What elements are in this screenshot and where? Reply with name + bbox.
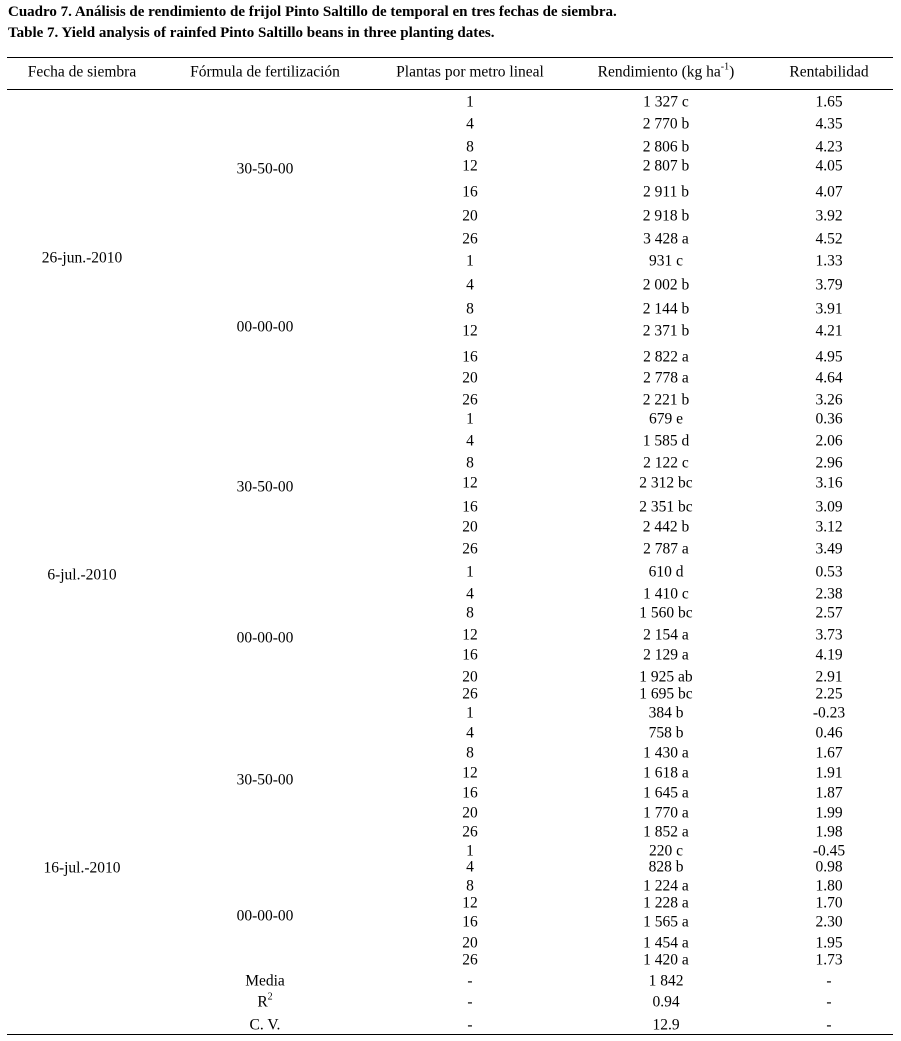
yield-cell: 1 228 a [643,894,689,912]
profitability-cell: 4.07 [815,183,843,201]
yield-cell: 2 154 a [643,626,689,644]
plants-per-meter-cell: 16 [462,183,478,201]
profitability-cell: 1.80 [815,877,843,895]
header-plants: Plantas por metro lineal [396,63,544,81]
profitability-cell: 2.06 [815,432,843,450]
plants-per-meter-cell: 4 [466,276,474,294]
plants-per-meter-cell: 26 [462,685,478,703]
planting-date-label: 6-jul.-2010 [47,566,117,584]
yield-cell: 828 b [648,858,684,876]
planting-date-label: 16-jul.-2010 [43,859,121,877]
profitability-cell: 1.99 [815,804,843,822]
yield-cell: 610 d [648,563,684,581]
profitability-cell: 0.53 [815,563,843,581]
profitability-cell: -0.45 [812,842,846,860]
yield-cell: 1 454 a [643,934,689,952]
header-yield [597,61,735,81]
yield-cell: 2 221 b [642,391,690,409]
plants-per-meter-cell: 1 [466,563,474,581]
fertilizer-formula-label: 00-00-00 [236,318,294,336]
plants-per-meter-cell: 1 [466,704,474,722]
yield-cell: 1 618 a [643,764,689,782]
plants-per-meter-cell: 1 [466,252,474,270]
yield-cell: 2 807 b [642,157,690,175]
yield-cell: 2 312 bc [639,474,693,492]
profitability-cell: 4.21 [815,322,843,340]
plants-per-meter-cell: 26 [462,951,478,969]
profitability-cell: 1.87 [815,784,843,802]
summary-label-superscript: 2 [267,991,273,1003]
yield-cell: 931 c [648,252,684,270]
fertilizer-formula-label: 30-50-00 [236,160,294,178]
profitability-cell: 0.98 [815,858,843,876]
fertilizer-formula-label: 30-50-00 [236,478,294,496]
plants-per-meter-cell: 16 [462,913,478,931]
yield-cell: 2 822 a [643,348,689,366]
profitability-cell: 1.95 [815,934,843,952]
plants-per-meter-cell: 12 [462,157,478,175]
plants-per-meter-cell: 20 [462,934,478,952]
yield-cell: 2 442 b [642,518,690,536]
profitability-cell: 3.73 [815,626,843,644]
plants-per-meter-cell: 8 [466,138,474,156]
plants-per-meter-cell: 1 [466,410,474,428]
profitability-cell: 3.16 [815,474,843,492]
summary-profit-cell: - [826,1016,832,1034]
yield-cell: 1 585 d [642,432,690,450]
yield-cell: 2 144 b [642,300,690,318]
fertilizer-formula-label: 00-00-00 [236,629,294,647]
plants-per-meter-cell: 12 [462,322,478,340]
yield-cell: 2 371 b [642,322,690,340]
header-formula: Fórmula de fertilización [190,63,340,81]
header-yield-close: ) [729,63,735,81]
plants-per-meter-cell: 1 [466,842,474,860]
yield-cell: 2 918 b [642,207,690,225]
summary-label: C. V. [249,1016,281,1034]
plants-per-meter-cell: 20 [462,518,478,536]
profitability-cell: 3.49 [815,540,843,558]
profitability-cell: 2.57 [815,604,843,622]
yield-cell: 2 129 a [643,646,689,664]
yield-cell: 2 787 a [643,540,689,558]
plants-per-meter-cell: 16 [462,784,478,802]
profitability-cell: 4.35 [815,115,843,133]
plants-per-meter-cell: 8 [466,744,474,762]
yield-cell: 2 770 b [642,115,690,133]
plants-per-meter-cell: 12 [462,626,478,644]
plants-per-meter-cell: 26 [462,823,478,841]
yield-cell: 1 770 a [643,804,689,822]
header-rule [7,89,893,90]
plants-per-meter-cell: 20 [462,207,478,225]
yield-cell: 384 b [648,704,684,722]
profitability-cell: -0.23 [812,704,846,722]
plants-per-meter-cell: 12 [462,894,478,912]
profitability-cell: 1.67 [815,744,843,762]
profitability-cell: 3.12 [815,518,843,536]
yield-cell: 220 c [648,842,684,860]
profitability-cell: 1.91 [815,764,843,782]
yield-cell: 679 e [648,410,684,428]
yield-cell: 2 351 bc [639,498,693,516]
profitability-cell: 3.09 [815,498,843,516]
profitability-cell: 3.26 [815,391,843,409]
yield-cell: 1 560 bc [639,604,693,622]
yield-cell: 758 b [648,724,684,742]
plants-per-meter-cell: 4 [466,724,474,742]
profitability-cell: 1.73 [815,951,843,969]
profitability-cell: 3.79 [815,276,843,294]
summary-label [257,991,273,1011]
caption-english: Table 7. Yield analysis of rainfed Pinto Saltillo beans in three planting dates. [8,25,495,41]
yield-cell: 2 911 b [643,183,689,201]
profitability-cell: 0.46 [815,724,843,742]
plants-per-meter-cell: 16 [462,498,478,516]
profitability-cell: 2.96 [815,454,843,472]
profitability-cell: 1.70 [815,894,843,912]
yield-cell: 1 327 c [643,93,689,111]
profitability-cell: 4.95 [815,348,843,366]
plants-per-meter-cell: 16 [462,348,478,366]
top-rule [7,57,893,58]
profitability-cell: 3.92 [815,207,843,225]
plants-per-meter-cell: 4 [466,858,474,876]
plants-per-meter-cell: 4 [466,432,474,450]
summary-profit-cell: - [826,972,832,990]
profitability-cell: 1.65 [815,93,843,111]
summary-profit-cell: - [826,993,832,1011]
caption-spanish: Cuadro 7. Análisis de rendimiento de frijol Pinto Saltillo de temporal en tres fechas de siembra. [8,4,617,20]
fertilizer-formula-label: 30-50-00 [236,771,294,789]
yield-cell: 1 430 a [643,744,689,762]
plants-per-meter-cell: 12 [462,764,478,782]
profitability-cell: 4.19 [815,646,843,664]
plants-per-meter-cell: 26 [462,540,478,558]
plants-per-meter-cell: 26 [462,391,478,409]
yield-cell: 2 806 b [642,138,690,156]
header-profit: Rentabilidad [789,63,869,81]
yield-cell: 2 122 c [643,454,689,472]
profitability-cell: 1.33 [815,252,843,270]
yield-cell: 1 565 a [643,913,689,931]
plants-per-meter-cell: 20 [462,369,478,387]
summary-label-text: R [257,993,268,1011]
plants-per-meter-cell: 1 [466,93,474,111]
plants-per-meter-cell: 4 [466,585,474,603]
yield-cell: 1 645 a [643,784,689,802]
fertilizer-formula-label: 00-00-00 [236,907,294,925]
profitability-cell: 2.25 [815,685,843,703]
header-yield-text: Rendimiento (kg ha [597,63,721,81]
bottom-rule [7,1034,893,1035]
summary-yield-cell: 12.9 [652,1016,680,1034]
yield-cell: 3 428 a [643,230,689,248]
plants-per-meter-cell: 20 [462,668,478,686]
summary-yield-cell: 1 842 [648,972,684,990]
yield-cell: 1 925 ab [639,668,693,686]
profitability-cell: 4.05 [815,157,843,175]
profitability-cell: 4.23 [815,138,843,156]
plants-per-meter-cell: 16 [462,646,478,664]
summary-label: Media [245,972,285,990]
plants-per-meter-cell: 8 [466,604,474,622]
yield-cell: 1 852 a [643,823,689,841]
plants-per-meter-cell: 12 [462,474,478,492]
profitability-cell: 4.52 [815,230,843,248]
yield-cell: 1 420 a [643,951,689,969]
profitability-cell: 2.91 [815,668,843,686]
profitability-cell: 1.98 [815,823,843,841]
summary-yield-cell: 0.94 [652,993,680,1011]
plants-per-meter-cell: 4 [466,115,474,133]
yield-cell: 2 002 b [642,276,690,294]
profitability-cell: 2.38 [815,585,843,603]
plants-per-meter-cell: 8 [466,454,474,472]
plants-per-meter-cell: 26 [462,230,478,248]
summary-plants-cell: - [467,1016,473,1034]
plants-per-meter-cell: 20 [462,804,478,822]
header-date: Fecha de siembra [27,63,137,81]
yield-cell: 1 695 bc [639,685,693,703]
profitability-cell: 3.91 [815,300,843,318]
summary-plants-cell: - [467,993,473,1011]
yield-cell: 2 778 a [643,369,689,387]
profitability-cell: 4.64 [815,369,843,387]
yield-cell: 1 224 a [643,877,689,895]
profitability-cell: 2.30 [815,913,843,931]
summary-plants-cell: - [467,972,473,990]
plants-per-meter-cell: 8 [466,877,474,895]
plants-per-meter-cell: 8 [466,300,474,318]
yield-cell: 1 410 c [643,585,689,603]
header-yield-exponent: -1 [720,61,730,73]
profitability-cell: 0.36 [815,410,843,428]
planting-date-label: 26-jun.-2010 [41,249,123,267]
